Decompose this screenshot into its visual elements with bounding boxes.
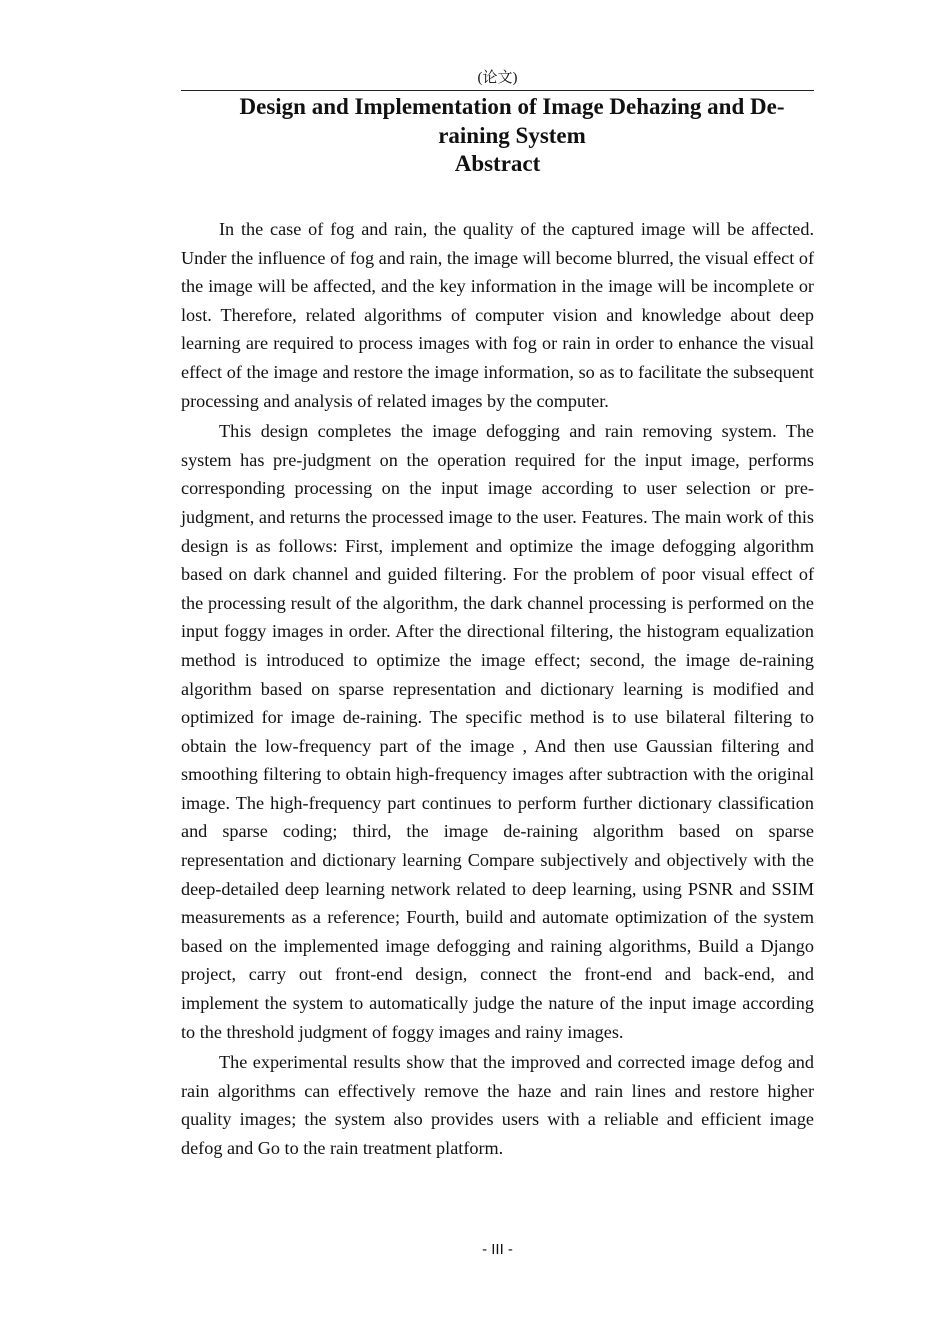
abstract-heading: Abstract <box>454 151 541 176</box>
header-rule <box>181 90 814 91</box>
abstract-paragraph-1: In the case of fog and rain, the quality of the captured image will be affected. Under the influence of fog and rain, the image will become blurred, the visual effect of the image will be affected, and the key information in the image will be incomplete or lost. Therefore, related algorithms of computer vision and knowledge about deep learning are required to process images with fog or rain in order to enhance the visual effect of the image and restore the image information, so as to facilitate the subsequent processing and analysis of related images by the computer. <box>181 219 814 411</box>
abstract-paragraph-3: The experimental results show that the improved and corrected image defog and rain algorithms can effectively remove the haze and rain lines and restore higher quality images; the system also provides users with a reliable and efficient image defog and Go to the rain treatment platform. <box>181 1052 814 1158</box>
document-title: Design and Implementation of Image Dehazing and De-raining System <box>239 94 785 148</box>
running-header: (论文) <box>477 70 518 86</box>
abstract-paragraph-2: This design completes the image defogging and rain removing system. The system has pre-judgment on the operation required for the input image, performs corresponding processing on the input image according to user selection or pre-judgment, and returns the processed image to the user. Features. The main work of this design is as follows: First, implement and optimize the image defogging algorithm based on dark channel and guided filtering. For the problem of poor visual effect of the processing result of the algorithm, the dark channel processing is performed on the input foggy images in order. After the directional filtering, the histogram equalization method is introduced to optimize the image effect; second, the image de-raining algorithm based on sparse representation and dictionary learning is modified and optimized for image de-raining. The specific method is to use bilateral filtering to obtain the low-frequency part of the image , And then use Gaussian filtering and smoothing filtering to obtain high-frequency images after subtraction with the original image. The high-frequency part continues to perform further dictionary classification and sparse coding; third, the image de-raining algorithm based on sparse representation and dictionary learning Compare subjectively and objectively with the deep-detailed deep learning network related to deep learning, using PSNR and SSIM measurements as a reference; Fourth, build and automate optimization of the system based on the implemented image defogging and raining algorithms, Build a Django project, carry out front-end design, connect the front-end and back-end, and implement the system to automatically judge the nature of the input image according to the threshold judgment of foggy images and rainy images. <box>181 421 814 1042</box>
page-number: - III - <box>482 1241 513 1258</box>
title-block <box>181 93 814 179</box>
abstract-body <box>181 215 814 1165</box>
